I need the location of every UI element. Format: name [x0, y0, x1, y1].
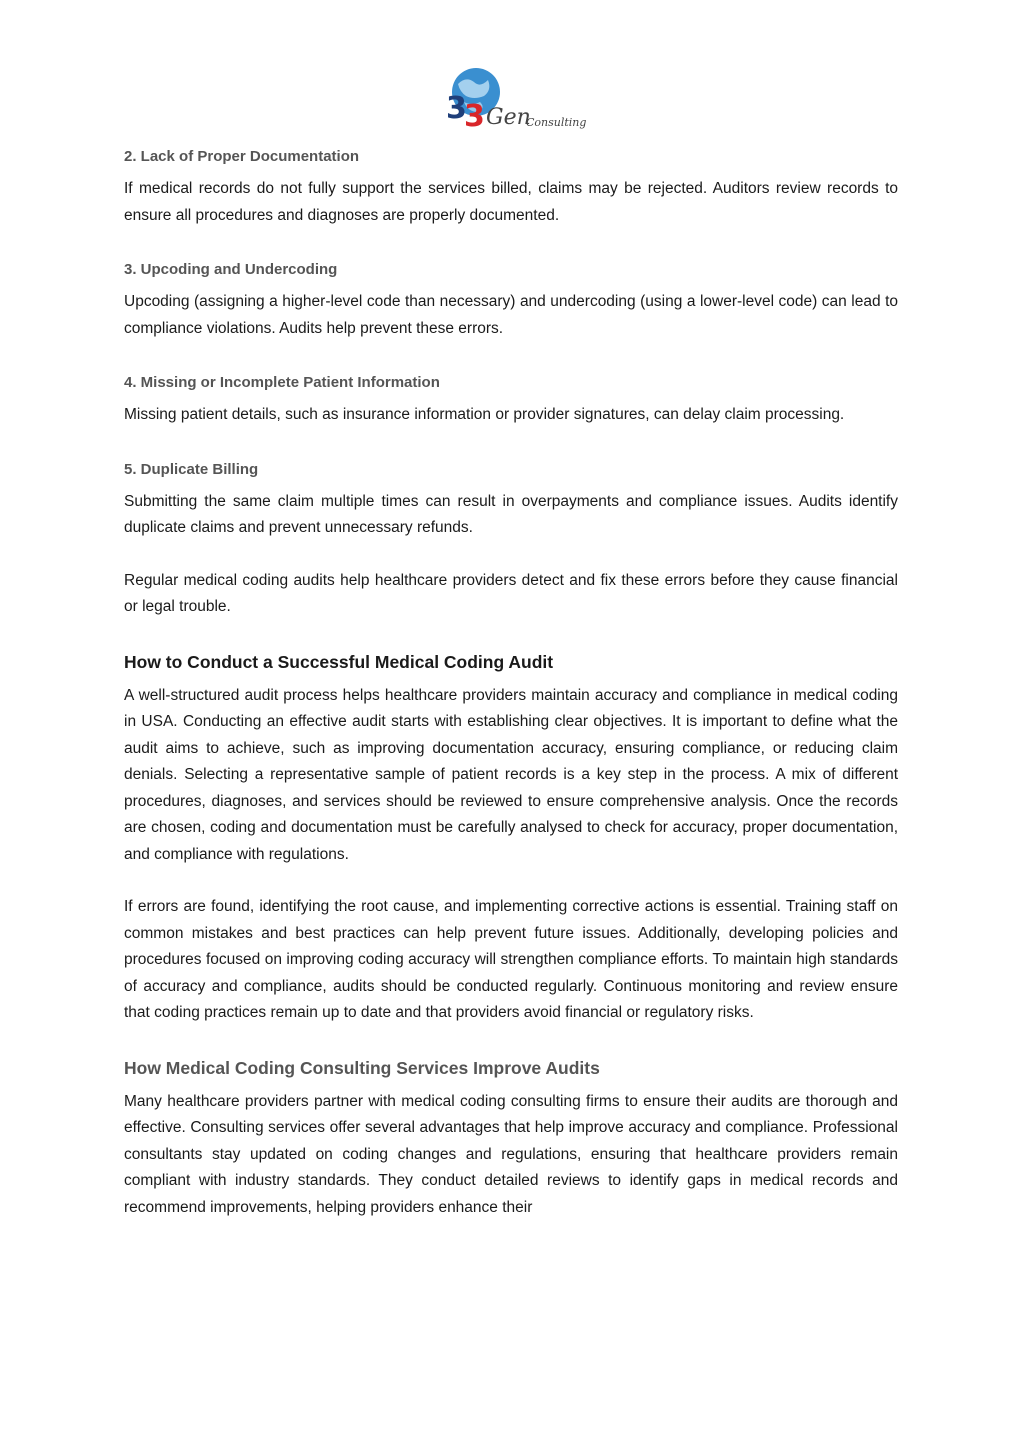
section-body: If medical records do not fully support the services billed, claims may be rejected. Auditors review records to ensure all procedures and diagnoses are properly documented.: [124, 180, 898, 224]
section-heading: 2. Lack of Proper Documentation: [124, 148, 360, 165]
consulting-section-title: How Medical Coding Consulting Services Improve Audits: [124, 1057, 600, 1078]
audit-section-title: How to Conduct a Successful Medical Coding Audit: [124, 651, 554, 672]
logo-digits-red: 3: [464, 99, 485, 134]
section-body: Missing patient details, such as insurance information or provider signatures, can delay claim processing.: [124, 406, 845, 423]
error-item: [124, 144, 898, 229]
error-item: [124, 257, 898, 342]
logo-digits-dark: 3: [446, 91, 467, 126]
section-heading: 3. Upcoding and Undercoding: [124, 261, 338, 278]
error-item: [124, 457, 898, 542]
audit-paragraph-1: A well-structured audit process helps healthcare providers maintain accuracy and compliance in medical coding in USA. Conducting an effective audit starts with establishing clear objectives. It is important to define what the audit aims to achieve, such as improving documentation accuracy, ensuring compliance, or reducing claim denials. Selecting a representative sample of patient records is a key step in the process. A mix of different procedures, diagnoses, and services should be reviewed to ensure comprehensive analysis. Once the records are chosen, coding and documentation must be carefully analysed to check for accuracy, proper documentation, and compliance with regulations.: [124, 686, 898, 863]
logo-tagline: Consulting: [526, 116, 587, 129]
consulting-paragraph-1: Many healthcare providers partner with medical coding consulting firms to ensure their audits are thorough and effective. Consulting services offer several advantages that help improve accuracy and compliance. Professional consultants stay updated on coding changes and regulations, ensuring that healthcare providers remain compliant with industry standards. They conduct detailed reviews to identify gaps in medical records and recommend improvements, helping providers enhance their: [124, 1092, 898, 1216]
company-logo: [444, 66, 587, 136]
summary-paragraph: Regular medical coding audits help healthcare providers detect and fix these errors before they cause financial or legal trouble.: [124, 571, 898, 615]
section-heading: 5. Duplicate Billing: [124, 460, 259, 478]
error-item: [124, 370, 898, 429]
logo-graphic: [444, 66, 587, 136]
section-heading: 4. Missing or Incomplete Patient Information: [124, 374, 440, 391]
audit-paragraph-2: If errors are found, identifying the root cause, and implementing corrective actions is essential. Training staff on common mistakes and best practices can help prevent future issues. Additionally, developing policies and procedures focused on improving coding accuracy will strengthen compliance efforts. To maintain high standards of accuracy and compliance, audits should be conducted regularly. Continuous monitoring and review ensure that coding practices remain up to date and that providers avoid financial or regulatory risks.: [124, 898, 898, 1021]
section-body: Upcoding (assigning a higher-level code than necessary) and undercoding (using a lower-level code) can lead to compliance violations. Audits help prevent these errors.: [124, 293, 898, 337]
document-body: [124, 144, 898, 1221]
section-body: Submitting the same claim multiple times can result in overpayments and compliance issues. Audits identify duplicate claims and prevent unnecessary refunds.: [124, 492, 898, 536]
logo-brand: Gen: [486, 105, 531, 130]
